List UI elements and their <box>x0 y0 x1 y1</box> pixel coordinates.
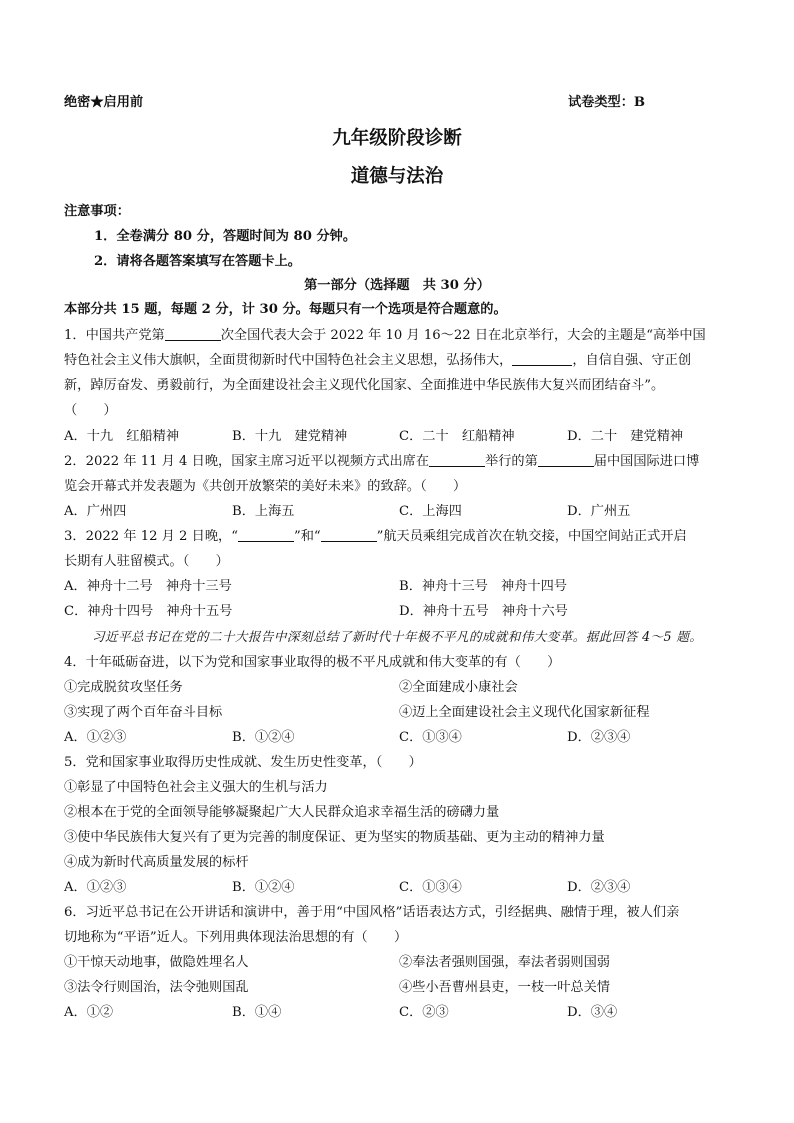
q1-paren: （ ） <box>64 403 117 418</box>
q6-statement-4: ④些小吾曹州县吏，一枝一叶总关情 <box>399 980 610 995</box>
q4-option-c: C．①③④ <box>399 730 462 745</box>
q2-text-a: 2．2022 年 11 月 4 日晚，国家主席习近平以视频方式出席在 <box>64 454 430 469</box>
q2-option-d: D．广州五 <box>567 504 631 519</box>
q2-text-c: 届中国国际进口博 <box>593 454 700 469</box>
material-text: 习近平总书记在党的二十大报告中深刻总结了新时代十年极不平凡的成就和伟大变革。据此回答 4～5 题。 <box>92 629 703 644</box>
q1-option-d: D．二十 建党精神 <box>567 429 684 444</box>
q3-line-2: 长期有人驻留模式。（ ） <box>64 554 229 569</box>
q4-option-b: B．①②④ <box>232 730 295 745</box>
q4-option-d: D．②③④ <box>567 730 631 745</box>
q2-option-c: C．上海四 <box>399 504 462 519</box>
q3-option-b: B．神舟十三号 神舟十四号 <box>399 579 567 594</box>
exam-title: 九年级阶段诊断 <box>332 128 462 149</box>
exam-subject: 道德与法治 <box>350 166 444 187</box>
q4-statement-1: ①完成脱贫攻坚任务 <box>64 680 183 695</box>
q1-line-2 <box>64 349 691 368</box>
q1-blank-2 <box>512 352 572 366</box>
part1-intro: 本部分共 15 题，每题 2 分，计 30 分。每题只有一个选项是符合题意的。 <box>64 302 507 317</box>
notice-item-1: 1．全卷满分 80 分，答题时间为 80 分钟。 <box>94 229 357 244</box>
q6-option-c: C．②③ <box>399 1005 449 1020</box>
q1-option-b: B．十九 建党精神 <box>232 429 348 444</box>
q2-option-b: B．上海五 <box>232 504 295 519</box>
q6-statement-2: ②奉法者强则国强，奉法者弱则国弱 <box>399 955 610 970</box>
q5-option-d: D．②③④ <box>567 880 631 895</box>
q6-option-b: B．①④ <box>232 1005 282 1020</box>
q3-text-c: ”航天员乘组完成首次在轨交接，中国空间站正式开启 <box>376 529 687 544</box>
q1-line-1 <box>64 324 706 343</box>
q1-text-a: 1．中国共产党第 <box>64 328 165 343</box>
q3-text-a: 3．2022 年 12 月 2 日晚，“ <box>64 529 238 544</box>
q2-line-2: 览会开幕式并发表题为《共创开放繁荣的美好未来》的致辞。（ ） <box>64 479 467 494</box>
q4-statement-4: ④迈上全面建设社会主义现代化国家新征程 <box>399 705 650 720</box>
q5-statement-4: ④成为新时代高质量发展的标杆 <box>64 855 249 870</box>
q2-text-b: 举行的第 <box>485 454 538 469</box>
q1-text-b: 次全国代表大会于 2022 年 10 月 16～22 日在北京举行，大会的主题是“高举中国 <box>220 328 706 343</box>
q5-statement-2: ②根本在于党的全面领导能够凝聚起广大人民群众追求幸福生活的磅礴力量 <box>64 805 500 820</box>
q4-statement-2: ②全面建成小康社会 <box>399 680 518 695</box>
q3-blank-1 <box>238 528 294 542</box>
q4-statement-3: ③实现了两个百年奋斗目标 <box>64 705 223 720</box>
paper-type-label: 试卷类型：B <box>568 95 646 110</box>
q3-option-d: D．神舟十五号 神舟十六号 <box>399 604 568 619</box>
q5-statement-3: ③使中华民族伟大复兴有了更为完善的制度保证、更为坚实的物质基础、更为主动的精神力量 <box>64 830 605 845</box>
q2-blank-1 <box>429 453 485 467</box>
q1-blank-1 <box>165 327 221 341</box>
q4-option-a: A．①②③ <box>64 730 127 745</box>
q2-option-a: A．广州四 <box>64 504 127 519</box>
q6-option-a: A．①② <box>64 1005 114 1020</box>
q1-text-c: 特色社会主义伟大旗帜，全面贯彻新时代中国特色社会主义思想，弘扬伟大， <box>64 353 513 368</box>
q2-line-1 <box>64 450 699 469</box>
notice-item-2: 2．请将各题答案填写在答题卡上。 <box>94 254 301 269</box>
q3-option-a: A．神舟十二号 神舟十三号 <box>64 579 232 594</box>
notice-heading: 注意事项： <box>64 204 130 219</box>
q1-option-c: C．二十 红船精神 <box>399 429 515 444</box>
q3-line-1 <box>64 525 687 544</box>
q6-option-d: D．③④ <box>567 1005 618 1020</box>
q6-line-1: 6．习近平总书记在公开讲话和演讲中，善于用“中国风格”话语表达方式，引经据典、融情于理，被人们亲 <box>64 905 680 920</box>
q6-statement-3: ③法令行则国治，法令弛则国乱 <box>64 980 249 995</box>
q3-blank-2 <box>321 528 377 542</box>
q1-line-3: 新，踔厉奋发、勇毅前行，为全面建设社会主义现代化国家、全面推进中华民族伟大复兴而团结奋斗”。 <box>64 378 665 393</box>
q6-line-2: 切地称为“平语”近人。下列用典体现法治思想的有（ ） <box>64 930 408 945</box>
q1-option-a: A．十九 红船精神 <box>64 429 180 444</box>
q3-option-c: C．神舟十四号 神舟十五号 <box>64 604 233 619</box>
q3-text-b: ”和“ <box>293 529 321 544</box>
q5-option-a: A．①②③ <box>64 880 127 895</box>
q2-blank-2 <box>538 453 594 467</box>
part1-heading: 第一部分（选择题 共 30 分） <box>304 278 490 293</box>
secret-label: 绝密★启用前 <box>64 95 144 110</box>
q5-option-b: B．①②④ <box>232 880 295 895</box>
q5-stem: 5．党和国家事业取得历史性成就、发生历史性变革，（ ） <box>64 755 422 770</box>
q4-stem: 4．十年砥砺奋进，以下为党和国家事业取得的极不平凡成就和伟大变革的有（ ） <box>64 655 561 670</box>
q5-option-c: C．①③④ <box>399 880 462 895</box>
q6-statement-1: ①干惊天动地事，做隐姓埋名人 <box>64 955 249 970</box>
q5-statement-1: ①彰显了中国特色社会主义强大的生机与活力 <box>64 780 328 795</box>
q1-text-d: ，自信自强、守正创 <box>572 353 692 368</box>
